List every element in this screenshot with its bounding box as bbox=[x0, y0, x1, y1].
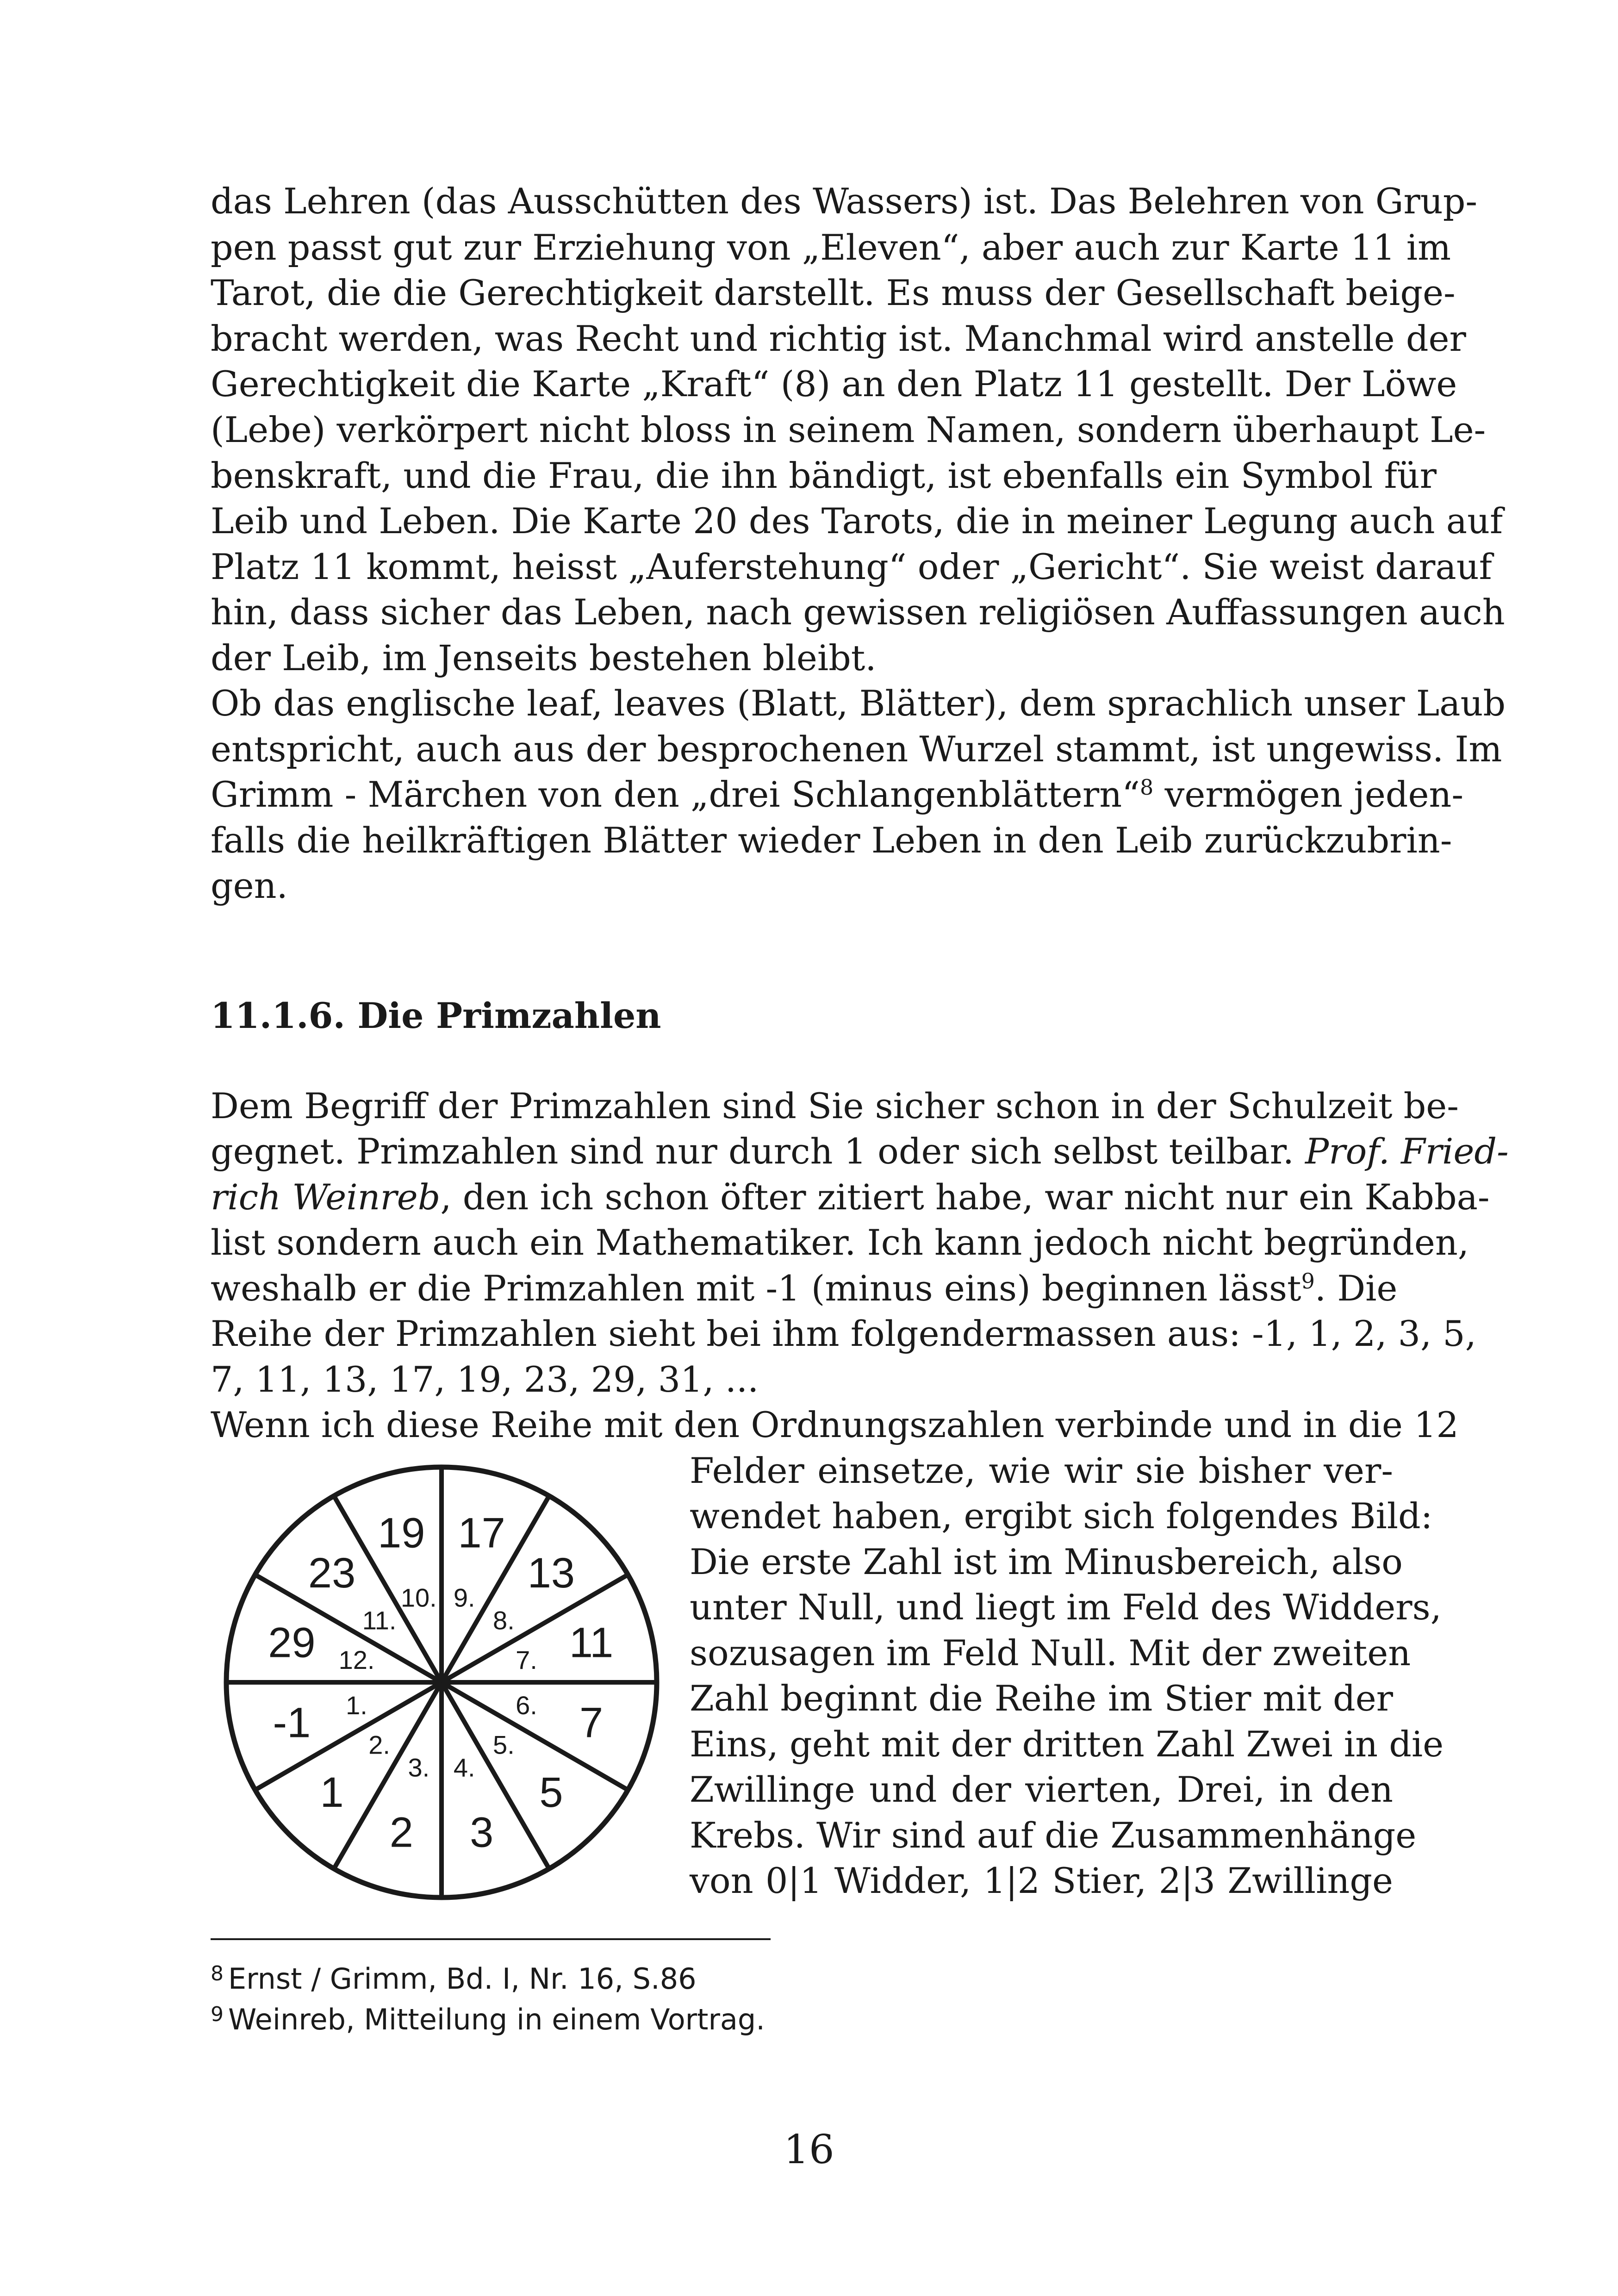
author-name: Prof. Fried- bbox=[1305, 1131, 1509, 1172]
text-line bbox=[211, 772, 1464, 818]
text-line: falls die heilkräftigen Blätter wieder Leben in den Leib zurückzubrin- bbox=[211, 820, 1452, 861]
text-line: das Lehren (das Ausschütten des Wassers) ist. Das Belehren von Grup- bbox=[211, 180, 1478, 222]
wheel-ordinal-label: 11. bbox=[362, 1605, 397, 1635]
text-line: entspricht, auch aus der besprochenen Wurzel stammt, ist ungewiss. Im bbox=[211, 728, 1502, 770]
wheel-prime-label: 2 bbox=[389, 1809, 413, 1856]
footnote-separator bbox=[211, 1938, 771, 1940]
text-line bbox=[211, 1128, 1509, 1175]
footnote-number: 8 bbox=[211, 1962, 224, 1985]
text-line: von 0|1 Widder, 1|2 Stier, 2|3 Zwillinge bbox=[690, 1860, 1393, 1901]
wheel-ordinal-label: 10. bbox=[400, 1583, 437, 1612]
wheel-prime-label: 11 bbox=[569, 1619, 614, 1667]
footnote-9 bbox=[211, 1996, 765, 2038]
footnote-number: 9 bbox=[211, 2003, 224, 2026]
wheel-ordinal-label: 4. bbox=[453, 1753, 475, 1782]
wheel-prime-label: 13 bbox=[527, 1549, 575, 1597]
text-segment: weshalb er die Primzahlen mit -1 (minus eins) beginnen lässt bbox=[211, 1268, 1301, 1309]
text-line: (Lebe) verkörpert nicht bloss in seinem Namen, sondern überhaupt Le- bbox=[211, 409, 1486, 450]
wheel-prime-label: 7 bbox=[579, 1699, 604, 1747]
text-line: sozusagen im Feld Null. Mit der zweiten bbox=[690, 1632, 1411, 1674]
text-line: Dem Begriff der Primzahlen sind Sie sicher schon in der Schulzeit be- bbox=[211, 1085, 1459, 1126]
wheel-ordinal-label: 9. bbox=[453, 1583, 475, 1612]
wheel-prime-label: -1 bbox=[273, 1699, 311, 1747]
footnote-text: Weinreb, Mitteilung in einem Vortrag. bbox=[228, 2003, 765, 2036]
text-line: wendet haben, ergibt sich folgendes Bild: bbox=[690, 1495, 1433, 1537]
text-line: benskraft, und die Frau, die ihn bändigt, ist ebenfalls ein Symbol für bbox=[211, 455, 1437, 496]
prime-number-wheel-diagram bbox=[218, 1460, 666, 1904]
text-line: list sondern auch ein Mathematiker. Ich kann jedoch nicht begründen, bbox=[211, 1222, 1469, 1263]
text-line: unter Null, und liegt im Feld des Widders, bbox=[690, 1587, 1442, 1628]
text-line: Platz 11 kommt, heisst „Auferstehung“ oder „Gericht“. Sie weist darauf bbox=[211, 546, 1492, 587]
text-line bbox=[211, 1265, 1398, 1312]
text-line: Krebs. Wir sind auf die Zusammenhänge bbox=[690, 1815, 1417, 1856]
wheel-prime-label: 19 bbox=[378, 1509, 425, 1557]
text-line: Gerechtigkeit die Karte „Kraft“ (8) an den Platz 11 gestellt. Der Löwe bbox=[211, 363, 1457, 404]
page-number: 16 bbox=[784, 2127, 834, 2173]
text-line: Reihe der Primzahlen sieht bei ihm folgendermassen aus: -1, 1, 2, 3, 5, bbox=[211, 1313, 1476, 1354]
text-line: gen. bbox=[211, 865, 288, 906]
text-line: bracht werden, was Recht und richtig ist. Manchmal wird anstelle der bbox=[211, 318, 1466, 359]
text-line: Die erste Zahl ist im Minusbereich, also bbox=[690, 1541, 1403, 1582]
wheel-ordinal-label: 12. bbox=[338, 1645, 375, 1674]
wheel-ordinal-label: 3. bbox=[408, 1753, 430, 1782]
text-line: Tarot, die die Gerechtigkeit darstellt. Es muss der Gesellschaft beige- bbox=[211, 272, 1456, 313]
text-line: Wenn ich diese Reihe mit den Ordnungszahlen verbinde und in die 12 bbox=[211, 1404, 1459, 1445]
text-segment: . Die bbox=[1314, 1268, 1398, 1309]
text-line: der Leib, im Jenseits bestehen bleibt. bbox=[211, 637, 877, 678]
footnote-text: Ernst / Grimm, Bd. I, Nr. 16, S.86 bbox=[228, 1962, 697, 1996]
text-line bbox=[211, 1174, 1490, 1220]
text-line: Ob das englische leaf, leaves (Blatt, Blätter), dem sprachlich unser Laub bbox=[211, 683, 1506, 724]
text-segment: Grimm - Märchen von den „drei Schlangenblättern“ bbox=[211, 774, 1140, 815]
text-line: Zwillinge und der vierten, Drei, in den bbox=[690, 1769, 1393, 1810]
text-segment: vermögen jeden- bbox=[1153, 774, 1464, 815]
wheel-prime-label: 17 bbox=[458, 1509, 505, 1557]
text-line: hin, dass sicher das Leben, nach gewissen religiösen Auffassungen auch bbox=[211, 591, 1505, 633]
wheel-ordinal-label: 5. bbox=[493, 1730, 515, 1760]
wheel-prime-label: 1 bbox=[320, 1768, 344, 1816]
footnote-ref-9: 9 bbox=[1301, 1269, 1315, 1294]
wheel-ordinal-label: 2. bbox=[368, 1730, 390, 1760]
text-line: Felder einsetze, wie wir sie bisher ver- bbox=[690, 1450, 1393, 1491]
text-line: pen passt gut zur Erziehung von „Eleven“, aber auch zur Karte 11 im bbox=[211, 227, 1451, 268]
text-segment: , den ich schon öfter zitiert habe, war nicht nur ein Kabba- bbox=[440, 1176, 1490, 1218]
wheel-ordinal-label: 6. bbox=[516, 1691, 537, 1720]
wheel-prime-label: 5 bbox=[539, 1768, 563, 1816]
wheel-prime-label: 23 bbox=[308, 1549, 356, 1597]
wheel-ordinal-label: 1. bbox=[346, 1691, 367, 1720]
wheel-prime-label: 29 bbox=[268, 1619, 316, 1667]
footnote-8 bbox=[211, 1955, 697, 1997]
text-line: Zahl beginnt die Reihe im Stier mit der bbox=[690, 1678, 1393, 1719]
text-line: Leib und Leben. Die Karte 20 des Tarots, die in meiner Legung auch auf bbox=[211, 500, 1503, 541]
text-line: Eins, geht mit der dritten Zahl Zwei in die bbox=[690, 1724, 1444, 1765]
footnote-ref-8: 8 bbox=[1140, 775, 1154, 800]
text-segment: gegnet. Primzahlen sind nur durch 1 oder sich selbst teilbar. bbox=[211, 1131, 1306, 1172]
text-line: 7, 11, 13, 17, 19, 23, 29, 31, ... bbox=[211, 1359, 759, 1400]
wheel-ordinal-label: 8. bbox=[493, 1605, 515, 1635]
wheel-prime-label: 3 bbox=[470, 1809, 494, 1856]
author-name: rich Weinreb bbox=[211, 1176, 441, 1218]
wheel-ordinal-label: 7. bbox=[516, 1645, 537, 1674]
section-heading: 11.1.6. Die Primzahlen bbox=[211, 995, 661, 1036]
